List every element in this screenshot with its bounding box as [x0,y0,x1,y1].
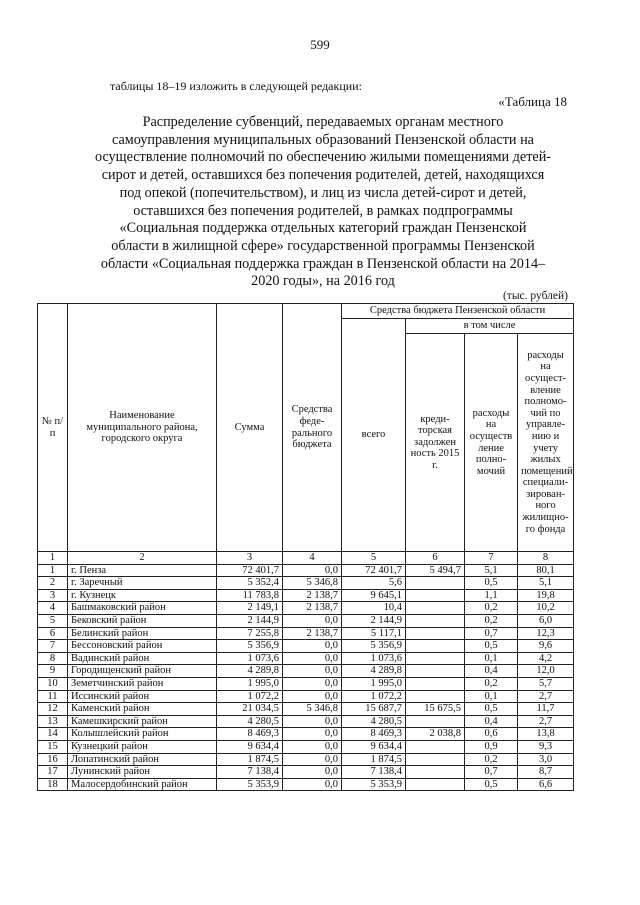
row-sum: 1 995,0 [217,677,283,690]
row-name: Лунинский район [68,766,217,779]
row-expenses-management: 2,7 [518,690,574,703]
row-expenses-management: 4,2 [518,652,574,665]
row-total: 1 072,2 [342,690,406,703]
row-sum: 1 072,2 [217,690,283,703]
table-reference: «Таблица 18 [498,94,567,109]
row-name: Белинский район [68,627,217,640]
row-sum: 1 073,6 [217,652,283,665]
row-federal: 0,0 [283,728,342,741]
row-debt [406,715,465,728]
row-federal: 2 138,7 [283,602,342,615]
row-sum: 11 783,8 [217,589,283,602]
header-expenses-management: расходы на осущест-вление полномо-чий по управле-нию и учету жилых помещений специали-зирован-ного жилищно-го фонда [518,334,574,552]
row-expenses-management: 19,8 [518,589,574,602]
header-total: всего [342,319,406,552]
row-expenses-implementation: 0,2 [465,602,518,615]
table-row [38,766,574,779]
row-debt [406,753,465,766]
row-sum: 2 144,9 [217,614,283,627]
row-expenses-management: 6,0 [518,614,574,627]
row-debt [406,690,465,703]
row-name: Бессоновский район [68,640,217,653]
row-expenses-implementation: 5,1 [465,564,518,577]
column-number: 7 [465,552,518,565]
row-federal: 2 138,7 [283,627,342,640]
column-number: 1 [38,552,68,565]
page-number: 599 [310,37,330,52]
row-expenses-implementation: 0,2 [465,677,518,690]
column-number: 5 [342,552,406,565]
table-row [38,740,574,753]
row-name: Иссинский район [68,690,217,703]
header-regional-group: Средства бюджета Пензенской области [342,304,574,319]
row-expenses-management: 2,7 [518,715,574,728]
row-name: Камешкирский район [68,715,217,728]
row-debt [406,602,465,615]
row-expenses-implementation: 0,9 [465,740,518,753]
table-row [38,602,574,615]
table-row [38,652,574,665]
row-debt [406,589,465,602]
row-total: 1 073,6 [342,652,406,665]
row-expenses-implementation: 0,2 [465,753,518,766]
row-federal: 0,0 [283,652,342,665]
row-debt [406,640,465,653]
row-name: Малосердобинский район [68,778,217,791]
row-debt [406,614,465,627]
row-expenses-management: 12,3 [518,627,574,640]
row-debt [406,677,465,690]
row-sum: 7 138,4 [217,766,283,779]
row-sum: 5 352,4 [217,577,283,590]
row-number: 11 [38,690,68,703]
row-expenses-management: 9,3 [518,740,574,753]
row-total: 1 874,5 [342,753,406,766]
row-sum: 5 356,9 [217,640,283,653]
row-debt: 5 494,7 [406,564,465,577]
header-name: Наименование муниципального района, городского округа [68,304,217,552]
row-name: Бековский район [68,614,217,627]
table-row [38,564,574,577]
row-number: 4 [38,602,68,615]
row-name: г. Заречный [68,577,217,590]
row-federal: 0,0 [283,665,342,678]
row-name: г. Кузнецк [68,589,217,602]
row-number: 16 [38,753,68,766]
column-number: 4 [283,552,342,565]
row-name: Колышлейский район [68,728,217,741]
row-sum: 5 353,9 [217,778,283,791]
row-total: 9 645,1 [342,589,406,602]
row-expenses-management: 9,6 [518,640,574,653]
row-debt [406,627,465,640]
row-federal: 0,0 [283,778,342,791]
column-number: 8 [518,552,574,565]
row-debt [406,652,465,665]
table-row [38,677,574,690]
subvention-table [37,303,574,791]
row-federal: 0,0 [283,766,342,779]
row-name: Земетчинский район [68,677,217,690]
row-sum: 4 280,5 [217,715,283,728]
row-federal: 2 138,7 [283,589,342,602]
row-number: 1 [38,564,68,577]
row-total: 4 280,5 [342,715,406,728]
row-expenses-management: 8,7 [518,766,574,779]
row-expenses-implementation: 0,7 [465,627,518,640]
row-total: 7 138,4 [342,766,406,779]
row-sum: 2 149,1 [217,602,283,615]
row-total: 1 995,0 [342,677,406,690]
row-expenses-management: 12,0 [518,665,574,678]
row-expenses-management: 3,0 [518,753,574,766]
row-expenses-implementation: 0,5 [465,703,518,716]
row-name: г. Пенза [68,564,217,577]
header-num: № п/п [38,304,68,552]
row-total: 5,6 [342,577,406,590]
row-debt: 2 038,8 [406,728,465,741]
row-expenses-implementation: 0,6 [465,728,518,741]
row-total: 15 687,7 [342,703,406,716]
row-name: Вадинский район [68,652,217,665]
table-row [38,640,574,653]
row-debt [406,766,465,779]
row-debt [406,778,465,791]
row-federal: 0,0 [283,690,342,703]
row-number: 13 [38,715,68,728]
row-total: 5 353,9 [342,778,406,791]
table-row [38,728,574,741]
row-total: 4 289,8 [342,665,406,678]
row-number: 12 [38,703,68,716]
header-expenses-implementation: расходы на осуществ ление полно-мочий [465,334,518,552]
column-number: 2 [68,552,217,565]
row-federal: 0,0 [283,715,342,728]
row-federal: 5 346,8 [283,577,342,590]
table-row [38,715,574,728]
row-expenses-management: 11,7 [518,703,574,716]
row-federal: 0,0 [283,640,342,653]
header-including: в том числе [406,319,574,334]
table-row [38,690,574,703]
units-label: (тыс. рублей) [502,290,568,302]
column-number: 6 [406,552,465,565]
row-debt [406,577,465,590]
row-sum: 8 469,3 [217,728,283,741]
row-sum: 9 634,4 [217,740,283,753]
intro-text: таблицы 18–19 изложить в следующей редакции: [110,79,362,93]
row-number: 18 [38,778,68,791]
table-row [38,753,574,766]
row-number: 15 [38,740,68,753]
column-number: 3 [217,552,283,565]
row-expenses-management: 5,1 [518,577,574,590]
row-number: 3 [38,589,68,602]
header-debt: креди-торская задолжен ность 2015 г. [406,334,465,552]
row-sum: 21 034,5 [217,703,283,716]
row-total: 10,4 [342,602,406,615]
row-number: 14 [38,728,68,741]
row-federal: 0,0 [283,740,342,753]
row-number: 10 [38,677,68,690]
row-debt [406,665,465,678]
row-name: Башмаковский район [68,602,217,615]
table-row [38,703,574,716]
table-row [38,627,574,640]
row-debt: 15 675,5 [406,703,465,716]
row-expenses-management: 10,2 [518,602,574,615]
row-expenses-implementation: 0,7 [465,766,518,779]
row-number: 9 [38,665,68,678]
row-debt [406,740,465,753]
row-number: 6 [38,627,68,640]
table-row [38,778,574,791]
table-row [38,577,574,590]
row-number: 2 [38,577,68,590]
row-federal: 0,0 [283,564,342,577]
row-number: 8 [38,652,68,665]
row-number: 5 [38,614,68,627]
row-sum: 72 401,7 [217,564,283,577]
row-sum: 4 289,8 [217,665,283,678]
row-expenses-implementation: 0,1 [465,652,518,665]
row-expenses-implementation: 0,2 [465,614,518,627]
row-expenses-implementation: 0,1 [465,690,518,703]
row-name: Кузнецкий район [68,740,217,753]
row-expenses-implementation: 0,5 [465,577,518,590]
row-expenses-implementation: 0,4 [465,665,518,678]
row-expenses-management: 6,6 [518,778,574,791]
row-federal: 0,0 [283,753,342,766]
row-total: 8 469,3 [342,728,406,741]
header-sum: Сумма [217,304,283,552]
row-expenses-implementation: 0,5 [465,640,518,653]
table-row [38,589,574,602]
row-total: 9 634,4 [342,740,406,753]
row-expenses-implementation: 0,5 [465,778,518,791]
row-federal: 0,0 [283,614,342,627]
header-federal: Средства феде-рального бюджета [283,304,342,552]
row-name: Городищенский район [68,665,217,678]
row-total: 2 144,9 [342,614,406,627]
row-total: 5 117,1 [342,627,406,640]
row-federal: 0,0 [283,677,342,690]
row-sum: 1 874,5 [217,753,283,766]
row-expenses-management: 80,1 [518,564,574,577]
row-number: 17 [38,766,68,779]
table-row [38,614,574,627]
row-expenses-implementation: 1,1 [465,589,518,602]
row-total: 72 401,7 [342,564,406,577]
row-expenses-implementation: 0,4 [465,715,518,728]
row-number: 7 [38,640,68,653]
column-number-row [38,552,574,565]
row-federal: 5 346,8 [283,703,342,716]
row-expenses-management: 5,7 [518,677,574,690]
row-name: Каменский район [68,703,217,716]
row-sum: 7 255,8 [217,627,283,640]
table-row [38,665,574,678]
row-name: Лопатинский район [68,753,217,766]
row-expenses-management: 13,8 [518,728,574,741]
document-title: Распределение субвенций, передаваемых органам местного самоуправления муниципальных образований Пензенской области на осуществление полномочий по обеспечению жилыми помещениями детей-сирот и детей, оставшихся без попечения родителей, детей, находящихся под опекой (попечительством), и лиц из числа детей-сирот и детей, оставшихся без попечения родителей, в рамках подпрограммы «Социальная поддержка отдельных категорий граждан Пензенской области в жилищной сфере» государственной программы Пензенской области «Социальная поддержка граждан в Пензенской области на 2014–2020 годы», на 2016 год [95,114,552,290]
row-total: 5 356,9 [342,640,406,653]
